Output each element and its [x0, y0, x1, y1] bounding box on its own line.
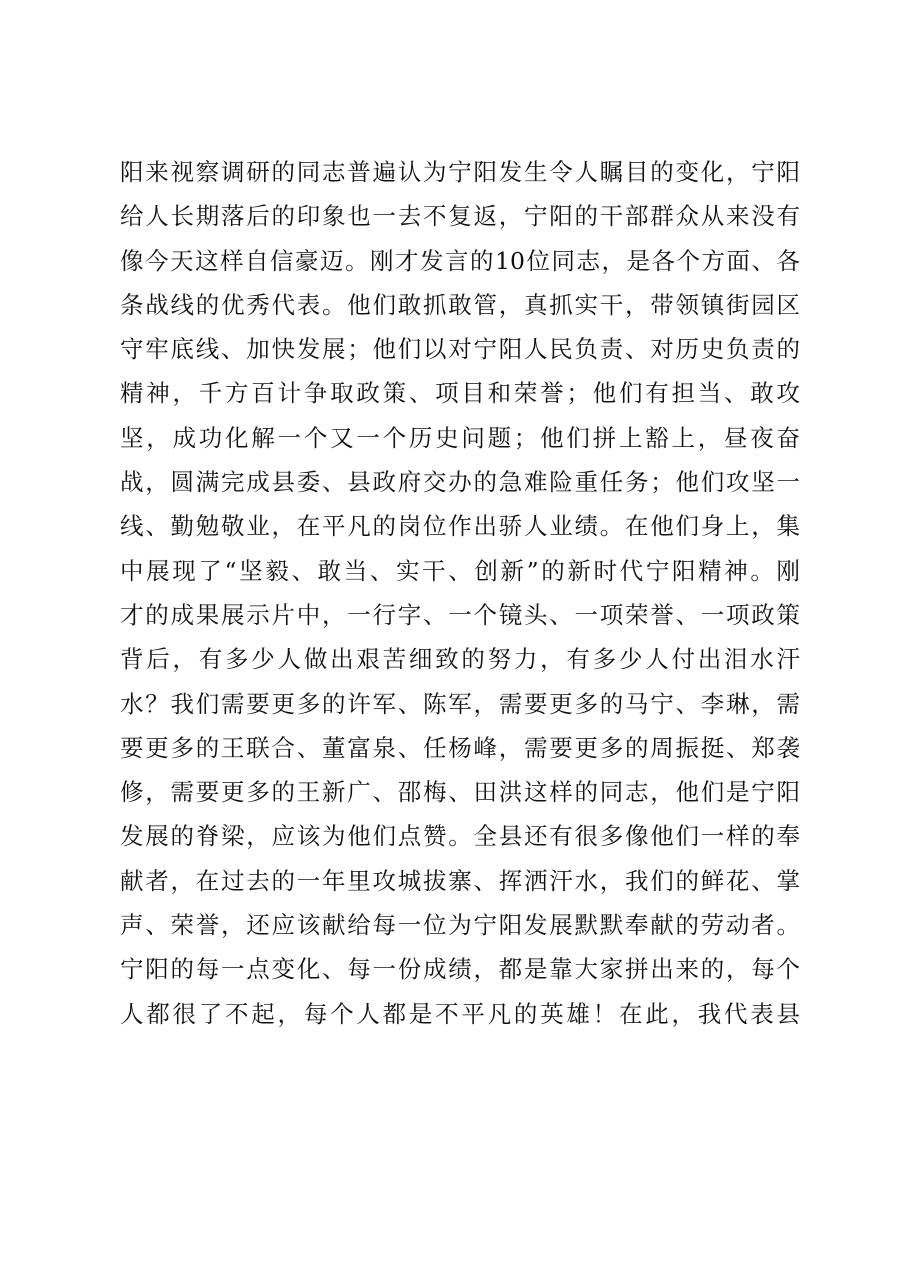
text-line: 人都很了不起，每个人都是不平凡的英雄！在此，我代表县: [120, 999, 800, 1028]
text-line: 阳来视察调研的同志普遍认为宁阳发生令人瞩目的变化，宁阳: [120, 158, 800, 186]
text-line: 精神，千方百计争取政策、项目和荣誉；他们有担当、敢攻: [120, 379, 800, 408]
body-paragraph: [120, 150, 800, 1036]
text-line: 宁阳的每一点变化、每一份成绩，都是靠大家拼出来的，每个: [120, 955, 800, 984]
text-line: 条战线的优秀代表。他们敢抓敢管，真抓实干，带领镇街园区: [120, 290, 800, 319]
text-line: 中展现了“坚毅、敢当、实干、创新”的新时代宁阳精神。刚: [120, 556, 800, 585]
text-line: 声、荣誉，还应该献给每一位为宁阳发展默默奉献的劳动者。: [120, 911, 800, 940]
text-line: 背后，有多少人做出艰苦细致的努力，有多少人付出泪水汗: [120, 645, 800, 674]
text-line: 线、勤勉敬业，在平凡的岗位作出骄人业绩。在他们身上，集: [120, 512, 800, 541]
text-line: 才的成果展示片中，一行字、一个镜头、一项荣誉、一项政策: [120, 600, 800, 629]
text-line: 修，需要更多的王新广、邵梅、田洪这样的同志，他们是宁阳: [120, 778, 800, 807]
text-line: 给人长期落后的印象也一去不复返，宁阳的干部群众从来没有: [120, 202, 800, 231]
text-line: 要更多的王联合、董富泉、任杨峰，需要更多的周振挺、郑袭: [120, 733, 800, 762]
text-line: 像今天这样自信豪迈。刚才发言的10位同志，是各个方面、各: [120, 246, 800, 275]
text-line: 水？我们需要更多的许军、陈军，需要更多的马宁、李琳，需: [120, 689, 800, 718]
text-line: 战，圆满完成县委、县政府交办的急难险重任务；他们攻坚一: [120, 468, 800, 497]
text-line: 守牢底线、加快发展；他们以对宁阳人民负责、对历史负责的: [120, 335, 800, 364]
text-line: 献者，在过去的一年里攻城拔寨、挥洒汗水，我们的鲜花、掌: [120, 866, 800, 895]
text-line: 发展的脊梁，应该为他们点赞。全县还有很多像他们一样的奉: [120, 822, 800, 851]
text-line: 坚，成功化解一个又一个历史问题；他们拼上豁上，昼夜奋: [120, 423, 800, 452]
